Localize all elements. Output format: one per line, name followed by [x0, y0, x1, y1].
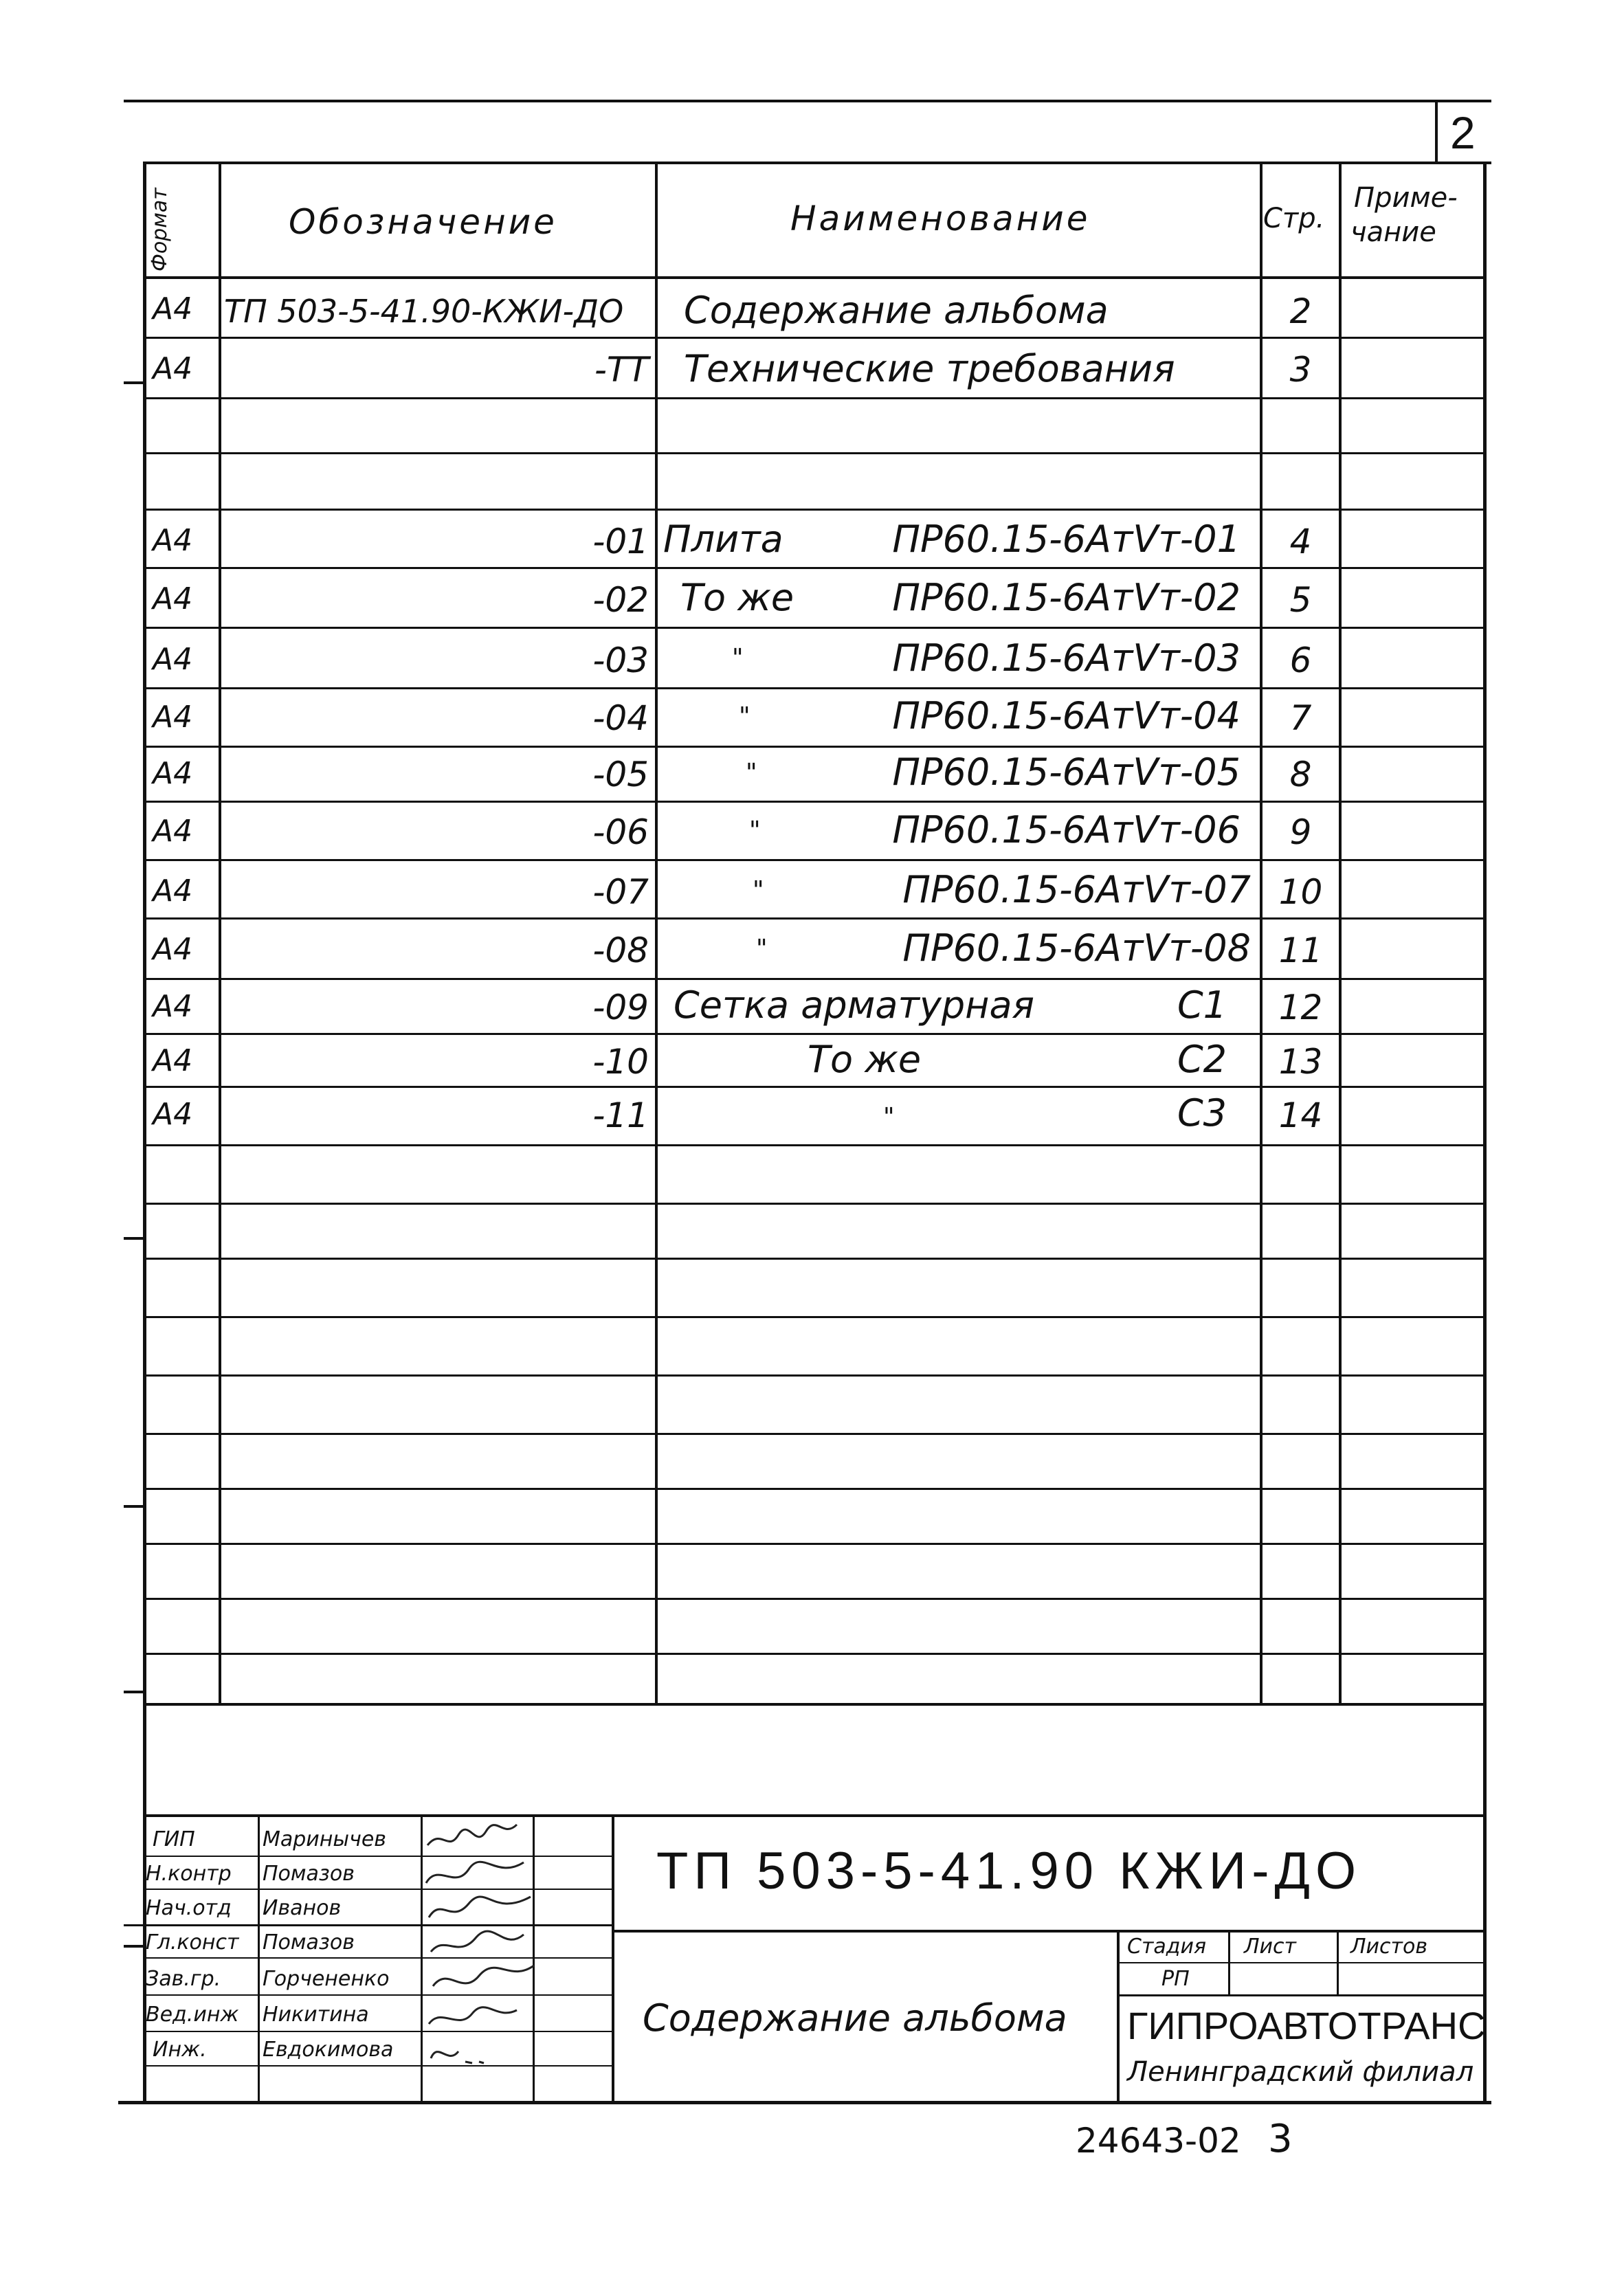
row-designation: -04: [592, 698, 649, 738]
row-code: С3: [1177, 1091, 1227, 1135]
row-line: [143, 746, 1487, 748]
header-bottom-line: [143, 276, 1487, 279]
sheet-number-box-left: [1435, 100, 1438, 163]
signature-6: [429, 2007, 517, 2024]
signature-4: [431, 1931, 524, 1952]
row-line: [143, 1203, 1487, 1205]
row-page: 10: [1278, 872, 1323, 912]
row-designation: ТП 503-5-41.90-КЖИ-ДО: [224, 293, 624, 330]
binding-mark: [124, 1691, 144, 1693]
row-line: [143, 1543, 1487, 1545]
row-line: [143, 917, 1487, 920]
sheets-header: Листов: [1350, 1935, 1428, 1959]
staff-name: Помазов: [263, 1930, 355, 1954]
row-format: А4: [153, 523, 193, 558]
staff-row-line: [124, 1924, 612, 1926]
header-page: Стр.: [1263, 203, 1325, 234]
row-format: А4: [153, 873, 193, 909]
staff-name: Евдокимова: [263, 2038, 394, 2062]
staff-role: Вед.инж: [146, 2003, 239, 2027]
row-page: 9: [1289, 812, 1312, 852]
row-line: [143, 1433, 1487, 1435]
row-format: А4: [153, 989, 193, 1024]
signature-1: [427, 1825, 517, 1845]
row-page: 8: [1289, 755, 1312, 794]
sheet-header: Лист: [1244, 1935, 1297, 1959]
row-format: А4: [153, 1097, 193, 1132]
row-designation: -10: [592, 1042, 649, 1082]
row-name: Технические требования: [684, 347, 1175, 390]
binding-mark: [124, 1505, 144, 1508]
row-page: 3: [1289, 350, 1312, 390]
signature-3: [429, 1897, 531, 1917]
staff-row-line: [143, 1994, 612, 1996]
row-name: Плита: [663, 517, 783, 561]
stage-value-line: [1117, 1994, 1487, 1996]
row-format: А4: [153, 814, 193, 849]
row-code: С2: [1177, 1038, 1227, 1081]
staff-row-line: [143, 1889, 612, 1890]
row-designation: -09: [592, 988, 649, 1027]
row-format: А4: [153, 351, 193, 386]
row-line: [143, 687, 1487, 689]
footer-page-number: 3: [1268, 2117, 1293, 2161]
row-designation: -01: [592, 522, 649, 561]
frame-bottom: [118, 2101, 1491, 2104]
staff-col-1: [258, 1814, 260, 2103]
staff-row-line: [143, 2031, 612, 2032]
binding-mark: [124, 381, 144, 384]
row-ditto: ": [756, 935, 768, 963]
row-line: [143, 1374, 1487, 1377]
row-code: ПР60.15-6АтVт-08: [902, 926, 1251, 970]
row-page: 12: [1278, 988, 1323, 1027]
row-designation: -ТТ: [594, 350, 649, 390]
row-format: А4: [153, 756, 193, 791]
row-designation: -08: [592, 931, 649, 970]
staff-role: ГИП: [153, 1827, 195, 1851]
row-page: 11: [1278, 931, 1323, 970]
row-page: 6: [1289, 641, 1312, 680]
row-code: ПР60.15-6АтVт-01: [892, 517, 1241, 561]
row-format: А4: [153, 1043, 193, 1078]
row-line: [143, 397, 1487, 399]
row-ditto: ": [749, 816, 761, 845]
row-format: А4: [153, 700, 193, 735]
row-page: 5: [1289, 580, 1312, 620]
title-block-top: [143, 1814, 1487, 1817]
row-name: Сетка арматурная: [674, 983, 1035, 1027]
row-code: С1: [1177, 983, 1227, 1027]
row-line: [143, 801, 1487, 803]
staff-row-line: [143, 1957, 612, 1959]
organization-branch: Ленинградский филиал: [1127, 2056, 1474, 2088]
row-line: [143, 859, 1487, 861]
row-designation: -11: [592, 1095, 649, 1135]
row-line: [143, 1258, 1487, 1260]
staff-row-line: [143, 2065, 612, 2067]
row-line: [143, 1316, 1487, 1318]
row-ditto: ": [746, 759, 757, 787]
row-page: 4: [1289, 522, 1312, 561]
staff-role: Гл.конст: [146, 1930, 239, 1954]
row-format: А4: [153, 642, 193, 677]
row-line: [143, 1033, 1487, 1035]
row-format: А4: [153, 291, 193, 326]
staff-row-line: [143, 1856, 612, 1857]
top-border: [124, 100, 1491, 102]
signature-5: [433, 1965, 534, 1986]
row-ditto: ": [753, 876, 764, 904]
row-designation: -05: [592, 755, 649, 794]
header-note-line1: Приме-: [1354, 182, 1458, 214]
signature-scribbles: [421, 1814, 537, 2103]
row-code: ПР60.15-6АтVт-07: [902, 868, 1251, 911]
row-code: ПР60.15-6АтVт-06: [892, 808, 1241, 851]
row-format: А4: [153, 932, 193, 967]
signature-2: [426, 1862, 524, 1883]
staff-name: Иванов: [263, 1896, 342, 1920]
row-designation: -07: [592, 872, 649, 912]
staff-role: Зав.гр.: [146, 1967, 221, 1991]
row-line: [143, 337, 1487, 339]
col-divider-page: [1339, 162, 1342, 1704]
staff-role: Нач.отд: [146, 1896, 232, 1920]
header-format: Формат: [148, 188, 172, 271]
staff-col-4: [612, 1814, 614, 2103]
binding-mark: [124, 1945, 144, 1948]
stage-block-left: [1117, 1930, 1120, 2102]
row-line: [143, 509, 1487, 511]
row-line: [143, 1653, 1487, 1655]
stage-header-line: [1117, 1962, 1487, 1963]
table-top-border: [143, 162, 1491, 164]
document-code: ТП 503-5-41.90 КЖИ-ДО: [656, 1842, 1362, 1900]
title-block-code-bottom: [612, 1930, 1487, 1933]
row-name: То же: [680, 576, 794, 619]
row-code: ПР60.15-6АтVт-02: [892, 576, 1241, 619]
row-designation: -06: [592, 812, 649, 852]
row-designation: -03: [592, 641, 649, 680]
header-name: Наименование: [790, 199, 1091, 238]
row-line: [143, 452, 1487, 454]
row-line: [143, 1488, 1487, 1490]
staff-role: Н.контр: [146, 1862, 232, 1886]
row-name: То же: [808, 1038, 922, 1081]
staff-name: Горчененко: [263, 1967, 390, 1991]
row-code: ПР60.15-6АтVт-05: [892, 750, 1241, 794]
row-line: [143, 1144, 1487, 1146]
row-page: 2: [1289, 291, 1312, 331]
col-divider-designation: [655, 162, 658, 1704]
header-note-line2: чание: [1350, 216, 1436, 248]
staff-name: Помазов: [263, 1862, 355, 1886]
document-title: Содержание альбома: [643, 1996, 1067, 2040]
staff-role: Инж.: [153, 2038, 207, 2062]
signature-7: [431, 2051, 484, 2063]
row-designation: -02: [592, 580, 649, 620]
row-line: [143, 567, 1487, 569]
organization-name: ГИПРОАВТОТРАНС: [1127, 2004, 1486, 2047]
staff-name: Никитина: [263, 2003, 369, 2027]
table-bottom-line: [143, 1703, 1487, 1706]
row-ditto: ": [883, 1103, 895, 1131]
row-name: Содержание альбома: [684, 289, 1109, 332]
row-line: [143, 627, 1487, 629]
binding-mark: [124, 1237, 144, 1240]
row-line: [143, 1086, 1487, 1088]
row-ditto: ": [739, 702, 750, 731]
inventory-number: 24643-02: [1076, 2121, 1241, 2161]
row-ditto: ": [732, 644, 744, 672]
stage-value: РП: [1161, 1967, 1190, 1991]
row-format: А4: [153, 581, 193, 616]
stage-header: Стадия: [1127, 1935, 1207, 1959]
row-line: [143, 978, 1487, 980]
sheet-number: 2: [1450, 107, 1476, 158]
row-line: [143, 1598, 1487, 1600]
staff-name: Маринычев: [263, 1827, 386, 1851]
header-designation: Обозначение: [289, 202, 557, 242]
row-page: 13: [1278, 1042, 1323, 1082]
row-code: ПР60.15-6АтVт-03: [892, 636, 1241, 680]
row-page: 14: [1278, 1095, 1323, 1135]
row-code: ПР60.15-6АтVт-04: [892, 694, 1241, 737]
row-page: 7: [1289, 698, 1312, 738]
